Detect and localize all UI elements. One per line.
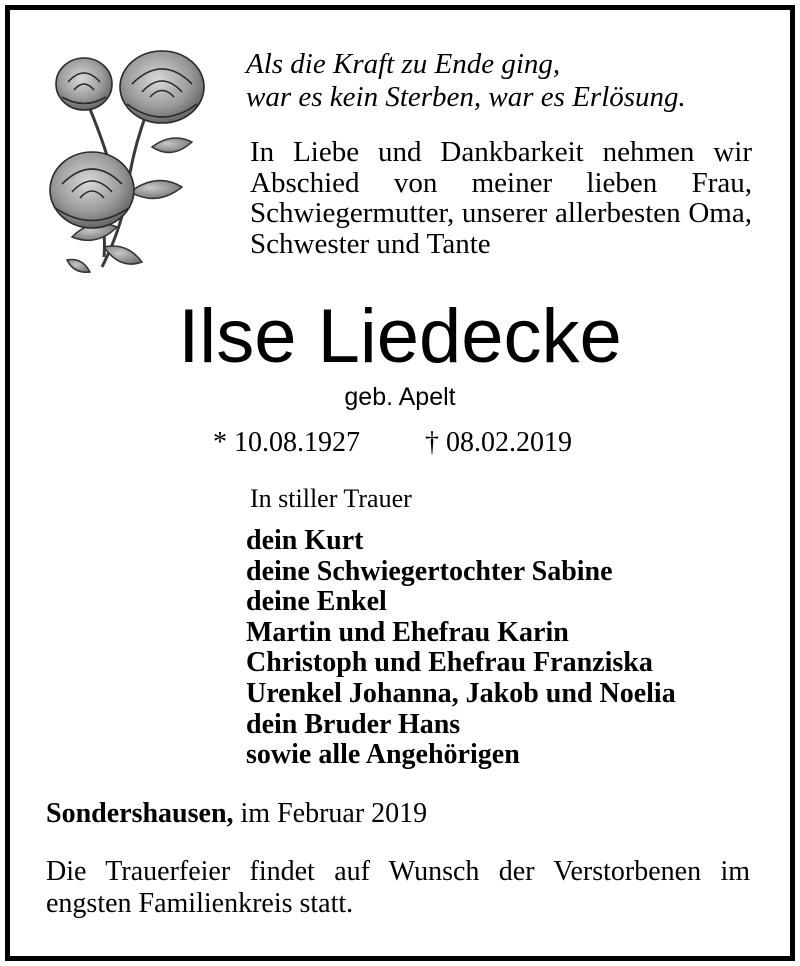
mourner-item: sowie alle Angehörigen xyxy=(246,739,520,771)
mourners-list xyxy=(246,526,676,771)
announcement-date: im Februar 2019 xyxy=(240,798,428,829)
death-date: † 08.02.2019 xyxy=(425,427,572,458)
mourner-item: dein Kurt xyxy=(246,525,364,556)
verse-line-1: Als die Kraft zu Ende ging, xyxy=(246,48,561,80)
mourner-item: dein Bruder Hans xyxy=(246,708,461,740)
mourning-heading: In stiller Trauer xyxy=(250,484,412,513)
verse-quote xyxy=(246,48,686,114)
place-name: Sondershausen, xyxy=(46,798,234,829)
mourner-item: deine Enkel xyxy=(246,586,387,618)
mourner-item: Christoph und Ehefrau Franziska xyxy=(246,647,653,679)
mourner-item: deine Schwiegertochter Sabine xyxy=(246,555,613,587)
deceased-name: Ilse Liedecke xyxy=(178,294,622,379)
birth-date: * 10.08.1927 xyxy=(213,427,360,458)
funeral-notice: Die Trauerfeier findet auf Wunsch der Verstorbenen im engsten Familienkreis statt. xyxy=(46,856,750,919)
mourner-item: Martin und Ehefrau Karin xyxy=(246,616,569,648)
mourner-item: Urenkel Johanna, Jakob und Noelia xyxy=(246,677,676,709)
place-and-date xyxy=(46,797,427,831)
roses-illustration-icon xyxy=(32,42,222,277)
farewell-intro: In Liebe und Dankbarkeit nehmen wir Abschied von meiner lieben Frau, Schwiegermutter, unserer allerbesten Oma, Schwester und Tante xyxy=(250,136,752,260)
maiden-name: geb. Apelt xyxy=(344,383,456,411)
verse-line-2: war es kein Sterben, war es Erlösung. xyxy=(246,81,686,113)
